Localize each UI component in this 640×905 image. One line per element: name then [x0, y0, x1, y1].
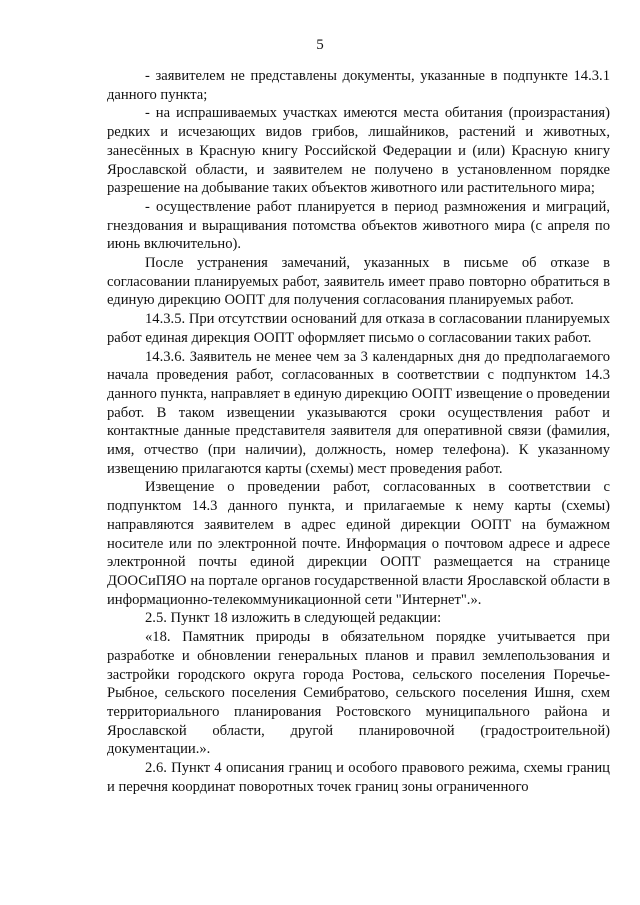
paragraph: 2.6. Пункт 4 описания границ и особого правового режима, схемы границ и перечня координат поворотных точек границ зоны ограниченного — [107, 760, 610, 795]
paragraph: - осуществление работ планируется в период размножения и миграций, гнездования и выращивания потомства объектов животного мира (с апреля по июнь включительно). — [107, 198, 610, 253]
paragraph: - заявителем не представлены документы, указанные в подпункте 14.3.1 данного пункта; — [107, 68, 610, 103]
paragraph: 14.3.5. При отсутствии оснований для отказа в согласовании планируемых работ единая дирекция ООПТ оформляет письмо о согласовании таких работ. — [107, 311, 610, 346]
page-number: 5 — [316, 37, 324, 53]
paragraph: После устранения замечаний, указанных в письме об отказе в согласовании планируемых работ, заявитель имеет право повторно обратиться в единую дирекцию ООПТ для получения согласования планируемых работ. — [107, 255, 610, 309]
paragraph: - на испрашиваемых участках имеются места обитания (произрастания) редких и исчезающих видов грибов, лишайников, растений и животных, занесённых в Красную книгу Российской Федерации и (или) Красную книгу Ярославской области, и заявителем не получено в установленном порядке разрешение на добывание таких объектов животного или растительного мира; — [107, 105, 610, 197]
paragraph: 2.5. Пункт 18 изложить в следующей редакции: — [145, 610, 442, 627]
paragraph: «18. Памятник природы в обязательном порядке учитывается при разработке и обновлении генеральных планов и правил землепользования и застройки городского округа города Ростова, сельского поселения Поречье-Рыбное, сельского поселения Семибратово, сельского поселения Ишня, схем территориального планирования Ростовского муниципального района и Ярославской области, другой планировочной (градостроительной) документации.». — [107, 629, 610, 758]
paragraph: Извещение о проведении работ, согласованных в соответствии с подпунктом 14.3 данного пункта, и прилагаемые к нему карты (схемы) направляются заявителем в адрес единой дирекции ООПТ на бумажном носителе или по электронной почте. Информация о почтовом адресе и адресе электронной почты единой дирекции ООПТ размещается на странице ДООСиПЯО на портале органов государственной власти Ярославской области в информационно-телекоммуникационной сети "Интернет".». — [107, 479, 610, 608]
paragraph: 14.3.6. Заявитель не менее чем за 3 календарных дня до предполагаемого начала проведения работ, согласованных в соответствии с подпунктом 14.3 данного пункта, направляет в единую дирекцию ООПТ извещение о проведении работ. В таком извещении указываются сроки осуществления работ и контактные данные представителя заявителя для оперативной связи (фамилия, имя, отчество (при наличии), должность, номер телефона). К указанному извещению прилагаются карты (схемы) мест проведения работ. — [107, 348, 610, 477]
document-body — [107, 67, 610, 796]
